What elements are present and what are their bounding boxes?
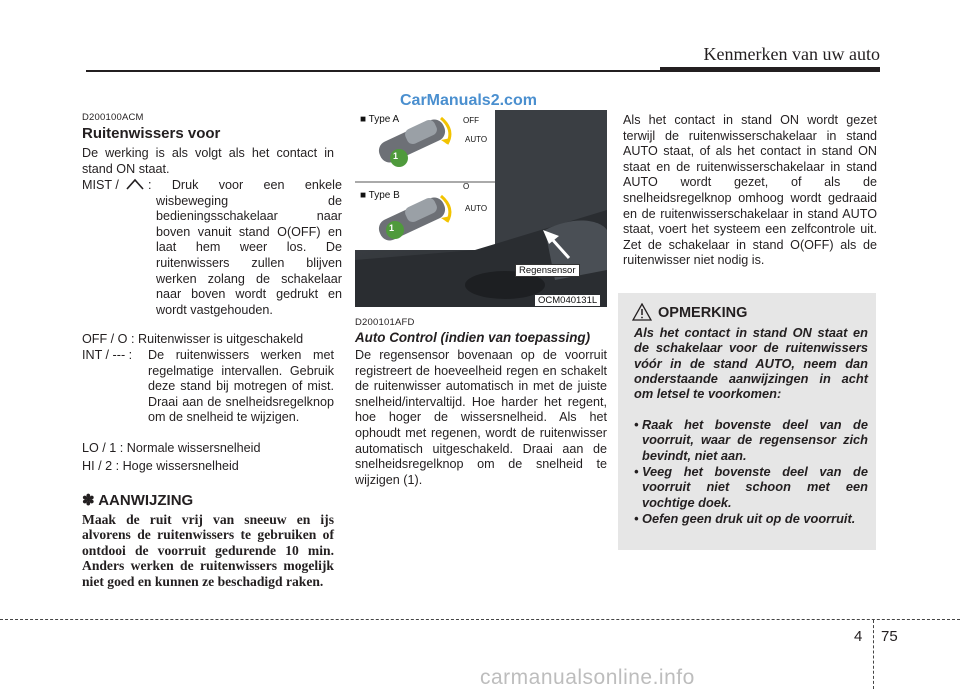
figure-wiper-switch (355, 110, 607, 307)
right-paragraph: Als het contact in stand ON wordt gezet terwijl de ruitenwisserschakelaar in stand AUTO staat, of als het contact in stand ON staat en de ruitenwisserschakelaar in stand AUTO wordt gezet, of als de snelheidsregelknop omhoog wordt gedraaid en de ruitenwisserschakelaar in stand AUTO staat, voert het systeem een zelfcontrole uit. Zet de schakelaar in stand O(OFF) als de ruitenwisser niet nodig is. (623, 113, 877, 268)
auto-control-body: De regensensor bovenaan op de voorruit registreert de hoeveelheid regen en schakelt de ruitenwisser automatisch in met de juiste snelheid/intervaltijd. Hoe harder het regent, hoe hoger de wissersnelheid. Als het ophoudt met regenen, wordt de ruitenwisser automatisch uitgeschakeld. Draai aan de snelheidsregelknop om de snelheid te wijzigen (1). (355, 348, 607, 487)
section-heading: Ruitenwissers voor (82, 125, 221, 142)
note-heading (82, 491, 193, 509)
caution-bullet-2-text: Veeg het bovenste deel van de voorruit niet schoon met een vochtige doek. (642, 464, 868, 510)
caution-bullet-1-text: Raak het bovenste deel van de voorruit, waar de regensensor zich bevindt, niet aan. (642, 417, 868, 463)
lo-item: LO / 1 : Normale wissersnelheid (82, 441, 261, 455)
warning-triangle-icon (632, 303, 652, 321)
hi-item: HI / 2 : Hoge wissersnelheid (82, 459, 239, 473)
note-symbol-icon: ✽ (82, 492, 95, 509)
figure-code: OCM040131L (535, 295, 600, 306)
intro-paragraph: De werking is als volgt als het contact in stand ON staat. (82, 146, 334, 176)
header-rule (86, 70, 880, 72)
watermark-carmanuals: CarManuals2.com (400, 92, 537, 109)
caution-box (618, 293, 876, 550)
caution-bullet-3: • Oefen geen druk uit op de voorruit. (634, 511, 856, 526)
figure-auto-b-label: AUTO (465, 204, 488, 213)
running-header-title: Kenmerken van uw auto (703, 44, 880, 64)
note-body: Maak de ruit vrij van sneeuw en ijs alvorens de ruitenwissers te gebruiken of ontdooi de voorruit gedurende 10 min. Anders werken de ruitenwissers mogelijk niet goed en kunnen ze beschadigd raken. (82, 512, 334, 589)
note-heading-text: AANWIJZING (98, 492, 194, 509)
footer-rule (0, 619, 960, 620)
caution-bullet-2: • Veeg het bovenste deel van de voorruit niet schoon met een vochtige doek. (634, 464, 868, 510)
page-number: 75 (881, 628, 898, 645)
mist-description: : Druk voor een enkele wisbeweging de bedieningsschakelaar naar boven vanuit stand O(OFF) en laat hem weer los. De ruitenwissers zullen blijven werken zolang de schakelaar naar boven wordt gedrukt en wordt vastgehouden. (148, 178, 342, 317)
section-code-2: D200101AFD (355, 317, 415, 328)
figure-sensor-label: Regensensor (515, 264, 580, 277)
caution-bullet-1: • Raak het bovenste deel van de voorruit, waar de regensensor zich bevindt, niet aan. (634, 417, 868, 463)
figure-type-b-label: ■ Type B (357, 190, 403, 201)
figure-badge-a: 1 (393, 151, 399, 161)
figure-type-a-label: ■ Type A (357, 114, 402, 125)
caution-intro: Als het contact in stand ON staat en de schakelaar voor de ruitenwissers vóór in de stand AUTO, neem dan onderstaande aanwijzingen in acht om letsel te voorkomen: (634, 325, 868, 402)
int-description: De ruitenwissers werken met regelmatige intervallen. Gebruik deze stand bij motregen of mist. Draai aan de snelheidsregelknop om de snelheid te wijzigen. (148, 348, 334, 425)
figure-auto-a-label: AUTO (465, 135, 488, 144)
figure-badge-b: 1 (389, 223, 395, 233)
figure-off-label: OFF (463, 116, 479, 125)
mist-up-arrow-icon (124, 177, 146, 191)
section-code: D200100ACM (82, 112, 144, 123)
mist-term: MIST / (82, 178, 119, 192)
auto-control-heading: Auto Control (indien van toepassing) (355, 330, 591, 345)
caution-bullet-3-text: Oefen geen druk uit op de voorruit. (642, 511, 856, 526)
off-item: OFF / O : Ruitenwisser is uitgeschakeld (82, 332, 304, 346)
footer-watermark: carmanualsonline.info (480, 666, 695, 689)
page-separator (873, 620, 874, 689)
chapter-number: 4 (854, 628, 863, 645)
int-term: INT / --- : (82, 348, 133, 362)
caution-title: OPMERKING (658, 305, 748, 321)
figure-o-label: O (463, 182, 470, 191)
